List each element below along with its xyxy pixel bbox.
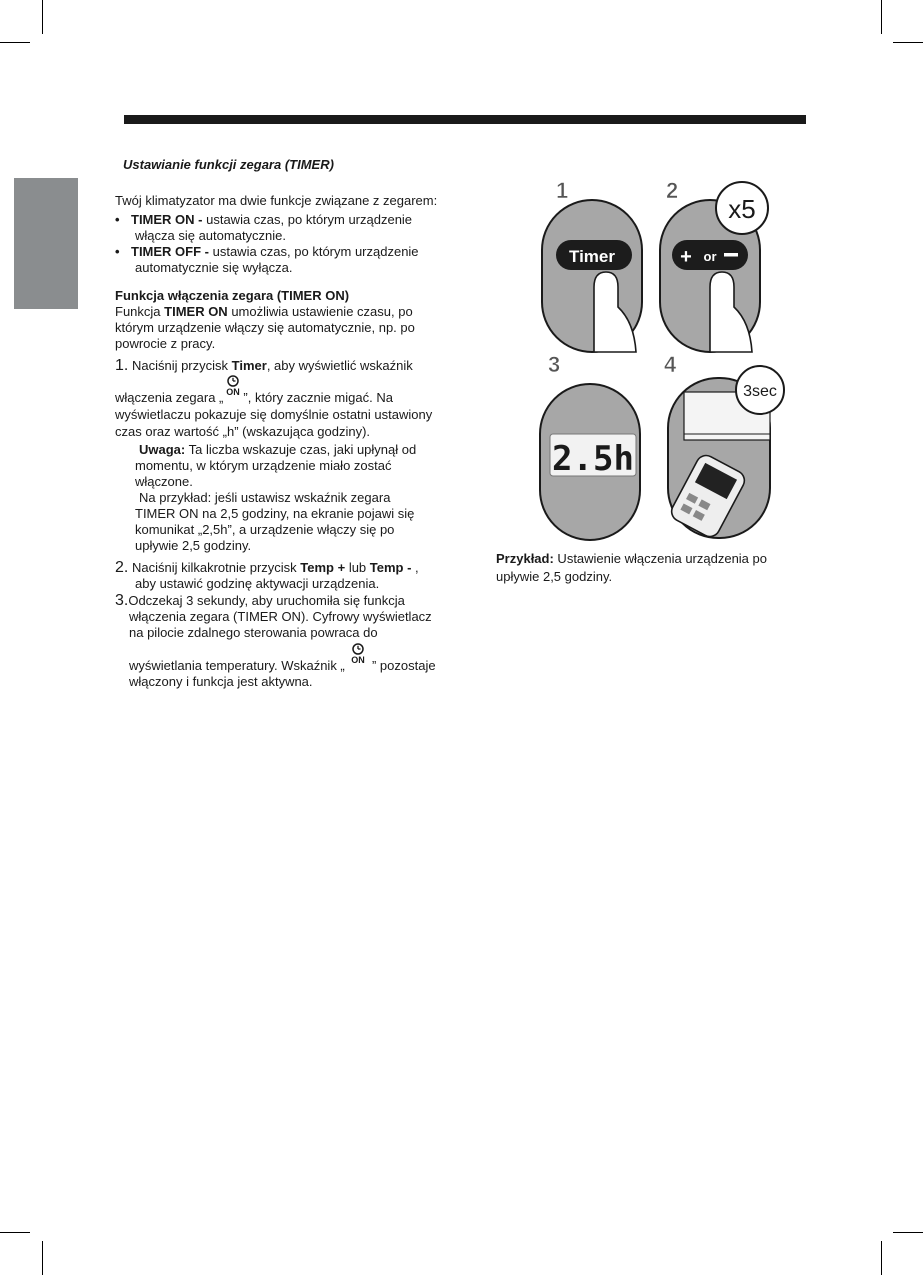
3sec-label: 3sec bbox=[743, 383, 777, 400]
caption-text: Ustawienie włączenia urządzenia po bbox=[553, 551, 767, 566]
step-badge-3: 3 bbox=[548, 352, 561, 377]
crop-mark bbox=[0, 1232, 30, 1233]
lcd-value: 2.5h bbox=[552, 439, 634, 479]
timer-button-label: Timer bbox=[569, 247, 615, 266]
crop-mark bbox=[0, 42, 30, 43]
step-text: włączenia zegara (TIMER ON). Cyfrowy wyświetlacz bbox=[129, 609, 432, 624]
section-title: Ustawianie funkcji zegara (TIMER) bbox=[123, 157, 334, 172]
step-bold: Temp - bbox=[369, 560, 412, 575]
step-text: ”, który zacznie migać. Na bbox=[243, 390, 393, 405]
note-label: Uwaga: bbox=[139, 442, 186, 457]
step-bold: Temp + bbox=[300, 560, 346, 575]
timer-on-icon-label: ON bbox=[351, 655, 366, 665]
header-rule bbox=[124, 115, 806, 124]
bullet-text: ustawia czas, po którym urządzenie bbox=[202, 212, 413, 227]
bullet-timer-on bbox=[115, 212, 465, 244]
step-text: aby ustawić godzinę aktywacji urządzenia. bbox=[135, 576, 380, 591]
subheading: Funkcja włączenia zegara (TIMER ON) bbox=[115, 288, 350, 303]
bullet-text: ustawia czas, po którym urządzenie bbox=[209, 244, 419, 259]
note-text: włączone. bbox=[135, 474, 193, 489]
panel-1 bbox=[542, 178, 642, 352]
minus-glyph bbox=[724, 253, 738, 257]
panel-4 bbox=[664, 352, 784, 540]
note-text: Ta liczba wskazuje czas, jaki upłynął od bbox=[185, 442, 417, 457]
illustration-caption bbox=[496, 550, 806, 586]
para-text: którym urządzenie włączy się automatycznie, np. po bbox=[115, 320, 415, 335]
crop-mark bbox=[881, 0, 882, 34]
bullet-text-cont: włącza się automatycznie. bbox=[135, 228, 287, 243]
step-text: włączenia zegara „ bbox=[115, 390, 224, 405]
crop-mark bbox=[881, 1241, 882, 1275]
note-text: momentu, w którym urządzenie miało zostać bbox=[135, 458, 392, 473]
example-text: upływie 2,5 godziny. bbox=[135, 538, 252, 553]
crop-mark bbox=[893, 1232, 923, 1233]
step-number: 2. bbox=[115, 559, 129, 576]
step-3 bbox=[115, 593, 465, 690]
crop-mark bbox=[893, 42, 923, 43]
step-text: wyświetlaczu pokazuje się domyślnie ostatni ustawiony bbox=[115, 407, 433, 422]
para-text: Funkcja bbox=[115, 304, 165, 319]
bullet-label: TIMER OFF - bbox=[131, 244, 209, 259]
x5-label: x5 bbox=[728, 194, 756, 224]
note bbox=[115, 442, 465, 554]
step-badge-4: 4 bbox=[664, 352, 677, 377]
plus-glyph: + bbox=[680, 246, 692, 268]
intro-text: Twój klimatyzator ma dwie funkcje związane z zegarem: bbox=[115, 193, 438, 208]
step-text: ” pozostaje bbox=[368, 658, 436, 673]
step-text: włączony i funkcja jest aktywna. bbox=[129, 674, 313, 689]
section-tab bbox=[14, 178, 78, 309]
caption-text: upływie 2,5 godziny. bbox=[496, 569, 613, 584]
step-text: lub bbox=[345, 560, 370, 575]
example-text: komunikat „2,5h”, a urządzenie włączy się po bbox=[135, 522, 395, 537]
step-badge-1: 1 bbox=[556, 178, 569, 203]
step-text: Odczekaj 3 sekundy, aby uruchomiła się funkcja bbox=[128, 593, 405, 608]
step-text: czas oraz wartość „h” (wskazująca godziny). bbox=[115, 424, 371, 439]
para-text: powrocie z pracy. bbox=[115, 336, 216, 351]
para-text: umożliwia ustawienie czasu, po bbox=[227, 304, 413, 319]
bullet-dot: • bbox=[115, 212, 120, 227]
timer-illustration bbox=[534, 172, 798, 544]
or-label: or bbox=[703, 249, 717, 264]
step-number: 3. bbox=[115, 592, 129, 609]
timer-on-icon bbox=[349, 650, 367, 672]
bullet-text-cont: automatycznie się wyłącza. bbox=[135, 260, 293, 275]
step-badge-2: 2 bbox=[666, 178, 679, 203]
bullet-label: TIMER ON - bbox=[131, 212, 203, 227]
crop-mark bbox=[42, 0, 43, 34]
para-bold: TIMER ON bbox=[164, 304, 228, 319]
step-text: , bbox=[411, 560, 419, 575]
example-text: Na przykład: jeśli ustawisz wskaźnik zegara bbox=[139, 490, 391, 505]
timer-on-icon bbox=[224, 382, 242, 404]
panel-2 bbox=[660, 178, 768, 352]
bullet-dot: • bbox=[115, 244, 120, 259]
step-number: 1. bbox=[115, 357, 129, 374]
step-text: na pilocie zdalnego sterowania powraca do bbox=[129, 625, 378, 640]
crop-mark bbox=[42, 1241, 43, 1275]
caption-label: Przykład: bbox=[496, 551, 554, 566]
step-text: Naciśnij kilkakrotnie przycisk bbox=[128, 560, 301, 575]
example-text: TIMER ON na 2,5 godziny, na ekranie pojawi się bbox=[135, 506, 415, 521]
step-2 bbox=[115, 560, 465, 592]
step-bold: Timer bbox=[231, 358, 267, 373]
panel-3 bbox=[540, 352, 640, 540]
timer-on-icon-label: ON bbox=[226, 387, 241, 397]
paragraph bbox=[115, 304, 465, 352]
step-text: , aby wyświetlić wskaźnik bbox=[266, 358, 413, 373]
step-text: wyświetlania temperatury. Wskaźnik „ bbox=[129, 658, 349, 673]
step-1 bbox=[115, 358, 465, 554]
bullet-timer-off bbox=[115, 244, 465, 276]
instructions-column bbox=[115, 157, 465, 690]
step-text: Naciśnij przycisk bbox=[128, 358, 232, 373]
